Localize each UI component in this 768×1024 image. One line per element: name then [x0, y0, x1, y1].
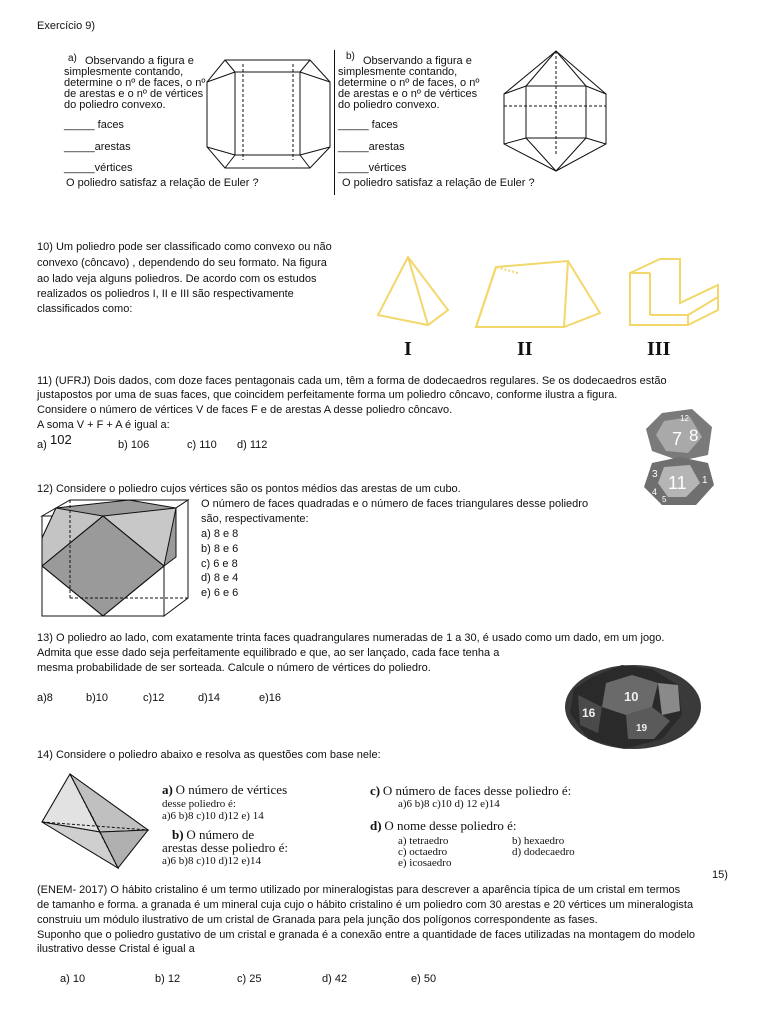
q14d-option-a: a) tetraedro: [398, 835, 449, 847]
q11-line-1: 11) (UFRJ) Dois dados, com doze faces pentagonais cada um, têm a forma de dodecaedros regulares. Se os dodecaedros estão: [37, 375, 667, 387]
q14d-option-b: b) hexaedro: [512, 835, 565, 847]
q13-line-2: Admita que esse dado seja perfeitamente equilibrado e que, ao ser lançado, cada face tenha a: [37, 647, 500, 659]
q13-option-e: e)16: [259, 692, 282, 704]
q13-triacontahedron-die: [562, 655, 704, 755]
q14b-line-2: arestas desse poliedro é:: [162, 840, 288, 855]
q12-option-a: a) 8 e 8: [201, 528, 239, 540]
q14c-line: O número de faces desse poliedro é:: [382, 783, 572, 798]
q10-line-2: convexo (côncavo) , dependendo do seu formato. Na figura: [37, 257, 327, 269]
ex9b-euler: O poliedro satisfaz a relação de Euler ?: [342, 177, 535, 189]
q13-die-number-19: 19: [636, 723, 648, 734]
ex9b-letter: b): [346, 51, 355, 62]
ex9a-blank-vertices: _____vértices: [64, 162, 133, 174]
ex9b-line-3: determine o nº de faces, o nº: [338, 77, 480, 89]
q15-option-a: a) 10: [60, 973, 86, 985]
q14c: [370, 785, 571, 798]
q12-option-b: b) 8 e 6: [201, 543, 239, 555]
ex9a-line-5: do poliedro convexo.: [64, 99, 166, 111]
q11-die-number-8: 8: [689, 426, 699, 445]
q15-line-2: de tamanho e forma. a granada é um mineral cuja cujo o hábito cristalino é um poliedro com 30 arestas e 20 vértices um mineralogista: [37, 899, 694, 911]
ex9b-blank-edges: _____arestas: [338, 141, 405, 153]
q14c-letter: c): [370, 783, 381, 798]
q11-die-number-4: 4: [652, 487, 658, 497]
q10-polyhedra-figure: [368, 255, 728, 335]
q15-line-5: ilustrativo desse Cristal é igual a: [37, 943, 195, 955]
ex9b-line-5: do poliedro convexo.: [338, 99, 440, 111]
ex9b-line-1: Observando a figura e: [363, 55, 472, 67]
q12-option-e: e) 6 e 6: [201, 587, 239, 599]
ex9b-line-2: simplesmente contando,: [338, 66, 458, 78]
q14b-letter: b): [172, 827, 184, 842]
q13-option-d: d)14: [198, 692, 221, 704]
q11-option-a: a): [37, 439, 47, 451]
ex9b-blank-vertices: _____vértices: [338, 162, 407, 174]
q15-line-3: construiu um módulo ilustrativo de um cristal de Granada para pela junção dos polígonos correspondente as fases.: [37, 914, 598, 926]
q14d-option-e: e) icosaedro: [398, 857, 452, 869]
q12-line-1: O número de faces quadradas e o número de faces triangulares desse poliedro: [201, 498, 589, 510]
q12-option-c: c) 6 e 8: [201, 558, 238, 570]
q14a-line-1: O número de vértices: [175, 782, 288, 797]
q11-die-number-7: 7: [672, 429, 683, 449]
q12-title: 12) Considere o poliedro cujos vértices são os pontos médios das arestas de um cubo.: [37, 483, 461, 495]
q14a-letter: a): [162, 782, 173, 797]
q15-line-1: (ENEM- 2017) O hábito cristalino é um termo utilizado por mineralogistas para descrever a aparência típica de um cristal em termos: [37, 884, 681, 896]
q15-option-d: d) 42: [322, 973, 348, 985]
q15-option-c: c) 25: [237, 973, 262, 985]
cuboctahedron-in-cube-figure: [40, 498, 190, 618]
ex9a-euler: O poliedro satisfaz a relação de Euler ?: [66, 177, 259, 189]
q10-line-3: ao lado veja alguns poliedros. De acordo com os estudos: [37, 273, 317, 285]
q12-option-d: d) 8 e 4: [201, 572, 239, 584]
q11-line-4: A soma V + F + A é igual a:: [37, 419, 170, 431]
q15-number: 15): [712, 869, 728, 881]
q15-line-4: Suponho que o poliedro gustativo de um cristal e granada é a conexão entre a quantidade de faces utilizadas na montagem do modelo: [37, 929, 696, 941]
q14d-letter: d): [370, 818, 382, 833]
elongated-bipyramid-figure: [496, 46, 616, 176]
truncated-cube-figure: [205, 50, 335, 175]
q13-line-1: 13) O poliedro ao lado, com exatamente trinta faces quadrangulares numeradas de 1 a 30, é usado como um dado, em um jogo.: [37, 632, 665, 644]
q11-option-c: c) 110: [187, 439, 217, 451]
q13-option-a: a)8: [37, 692, 53, 704]
ex9a-line-3: determine o nº de faces, o nº: [64, 77, 206, 89]
q14a-options: a)6 b)8 c)10 d)12 e) 14: [162, 810, 264, 822]
page-title: Exercício 9): [37, 20, 96, 32]
ex9b-line-4: de arestas e o nº de vértices: [338, 88, 478, 100]
q15-option-e: e) 50: [411, 973, 437, 985]
q14d-option-c: c) octaedro: [398, 846, 448, 858]
q10-label-I: I: [404, 338, 412, 360]
q13-die-number-16: 16: [582, 706, 596, 720]
q11-option-d: d) 112: [237, 439, 268, 451]
ex9a-line-1: Observando a figura e: [85, 55, 194, 67]
ex9b-blank-faces: _____ faces: [338, 119, 398, 131]
ex9-divider: [334, 50, 335, 195]
q14c-options: a)6 b)8 c)10 d) 12 e)14: [398, 798, 500, 810]
q14b-line-1: O número de: [186, 827, 255, 842]
q15-option-b: b) 12: [155, 973, 181, 985]
q14d: [370, 820, 516, 833]
q10-label-III: III: [647, 338, 671, 360]
q13-line-3: mesma probabilidade de ser sorteada. Calcule o número de vértices do poliedro.: [37, 662, 431, 674]
q14a-line-2: desse poliedro é:: [162, 798, 236, 810]
q11-die-number-5: 5: [662, 495, 667, 504]
q11-die-number-3: 3: [652, 469, 658, 480]
q14d-line: O nome desse poliedro é:: [384, 818, 517, 833]
q11-line-2: justapostos por uma de suas faces, que coincidem perfeitamente forma um poliedro côncavo, conforme ilustra a figura.: [37, 389, 618, 401]
ex9a-line-4: de arestas e o nº de vértices: [64, 88, 204, 100]
q13-option-c: c)12: [143, 692, 165, 704]
q11-option-a-answer: 102: [50, 432, 72, 447]
ex9a-letter: a): [68, 53, 77, 64]
q11-dodecahedra-dice: [630, 405, 720, 510]
q12-line-2: são, respectivamente:: [201, 513, 309, 525]
octahedron-figure: [40, 772, 152, 872]
q14d-option-d: d) dodecaedro: [512, 846, 575, 858]
q11-die-number-11: 11: [668, 473, 687, 493]
ex9a-blank-faces: _____ faces: [64, 119, 124, 131]
ex9a-line-2: simplesmente contando,: [64, 66, 184, 78]
q14a: [162, 784, 287, 797]
q13-option-b: b)10: [86, 692, 109, 704]
q10-label-II: II: [517, 338, 533, 360]
q11-option-b: b) 106: [118, 439, 150, 451]
q11-line-3: Considere o número de vértices V de faces F e de arestas A desse poliedro côncavo.: [37, 404, 453, 416]
q10-line-4: realizados os poliedros I, II e III são respectivamente: [37, 288, 294, 300]
q10-line-5: classificados como:: [37, 303, 133, 315]
q11-die-number-12: 12: [680, 414, 689, 423]
q14b-options: a)6 b)8 c)10 d)12 e)14: [162, 855, 261, 867]
q11-die-number-1: 1: [702, 475, 708, 486]
q10-line-1: 10) Um poliedro pode ser classificado como convexo ou não: [37, 241, 332, 253]
q14-title: 14) Considere o poliedro abaixo e resolva as questões com base nele:: [37, 749, 381, 761]
ex9a-blank-edges: _____arestas: [64, 141, 131, 153]
q13-die-number-10: 10: [624, 689, 639, 704]
